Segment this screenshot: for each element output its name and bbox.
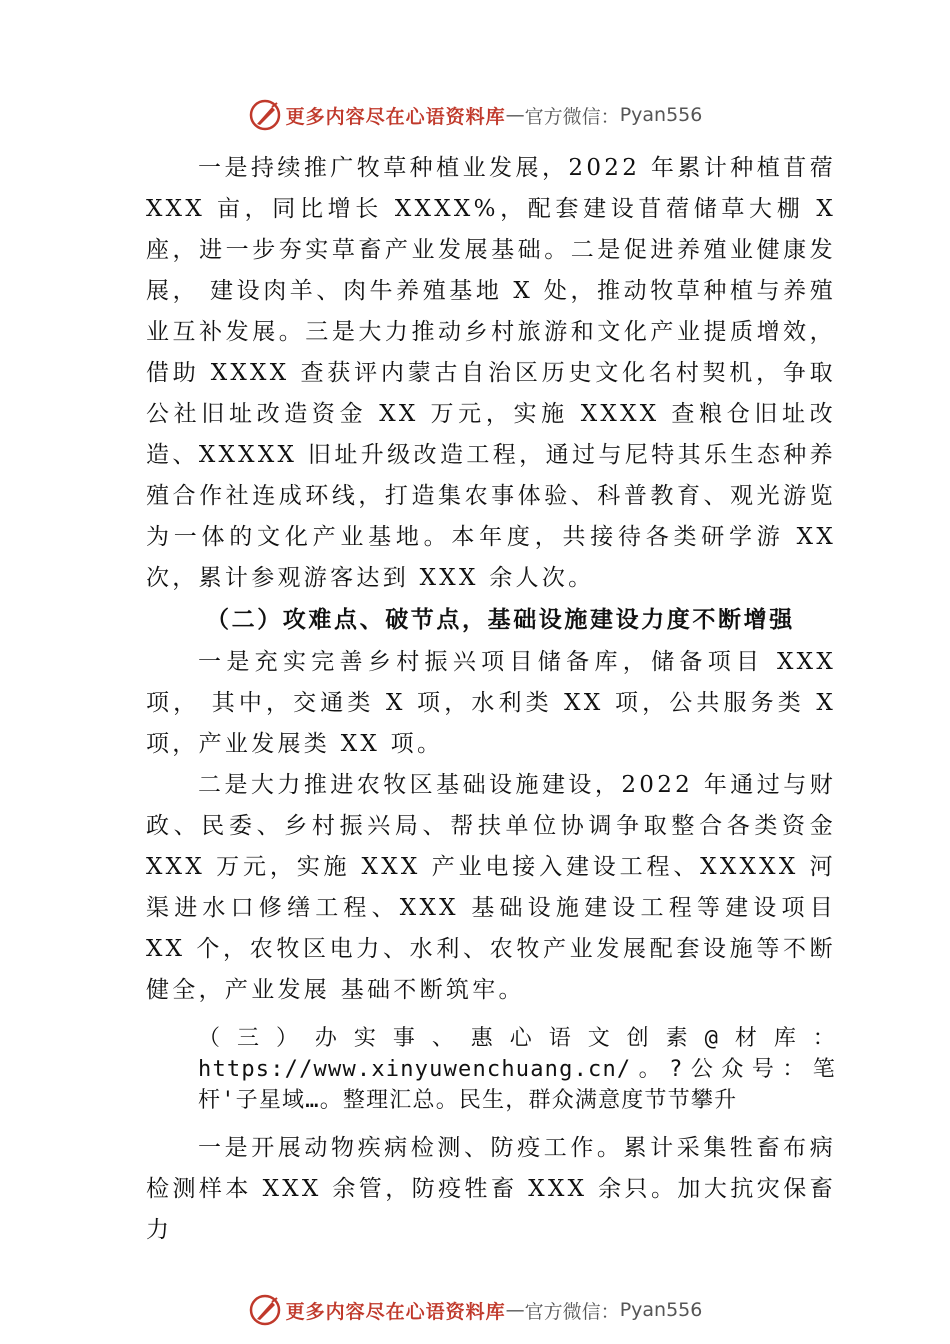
banner-title: 更多内容尽在心语资料库 [285, 105, 506, 128]
paragraph-3: 二是大力推进农牧区基础设施建设，2022 年通过与财政、民委、乡村振兴局、帮扶单位协调争取整合各类资金 XXX 万元，实施 XXX 产业电接入建设工程、XXXXX 河渠进水口修缮工程、XXX 基础设施建设工程等建设项目 XX 个，农牧区电力、水利、农牧产业发展配套设施等不断健全，产业发展 基础不断筑牢。 [146, 772, 836, 1003]
paragraph-4: 一是开展动物疾病检测、防疫工作。累计采集牲畜布病检测样本 XXX 余管，防疫牲畜 XXX 余只。加大抗灾保畜力 [146, 1135, 836, 1243]
paragraph-1: 一是持续推广牧草种植业发展，2022 年累计种植苜蓿 XXX 亩，同比增长 XXXX%，配套建设苜蓿储草大棚 X 座，进一步夯实草畜产业发展基础。二是促进养殖业健康发展， 建设肉羊、肉牛养殖基地 X 处，推动牧草种植与养殖业互补发展。三是大力推动乡村旅游和文化产业提质增效，借助 XXXX 查获评内蒙古自治区历史文化名村契机，争取公社旧址改造资金 XX 万元，实施 XXXX 查粮仓旧址改造、XXXXX 旧址升级改造工程，通过与尼特其乐生态种养殖合作社连成环线，打造集农事体验、科普教育、观光游览为一体的文化产业基地。本年度，共接待各类研学游 XX 次，累计参观游客达到 XXX 余人次。 [146, 155, 836, 591]
section-heading-3: （三）办实事、惠心语文创素@材库：https://www.xinyuwenchuang.cn/。?公众号：笔杆'子星域…。整理汇总。民生，群众满意度节节攀升 [198, 1026, 836, 1113]
section-heading-2: （二）攻难点、破节点，基础设施建设力度不断增强 [206, 606, 795, 633]
banner-label: 官方微信： [524, 1300, 620, 1323]
banner-title: 更多内容尽在心语资料库 [285, 1300, 506, 1323]
banner-code: Pyan556 [619, 104, 703, 126]
document-body [146, 148, 836, 1251]
banner-code: Pyan556 [619, 1299, 703, 1321]
footer-watermark-banner [0, 1290, 950, 1330]
header-watermark-banner [0, 95, 950, 135]
banner-dash: — [505, 1299, 525, 1321]
banner-dash: — [505, 104, 525, 126]
quill-logo-icon [248, 98, 282, 132]
quill-logo-icon [248, 1293, 282, 1327]
banner-label: 官方微信： [524, 105, 620, 128]
paragraph-2: 一是充实完善乡村振兴项目储备库，储备项目 XXX 项， 其中，交通类 X 项，水利类 XX 项，公共服务类 X 项，产业发展类 XX 项。 [146, 649, 836, 757]
